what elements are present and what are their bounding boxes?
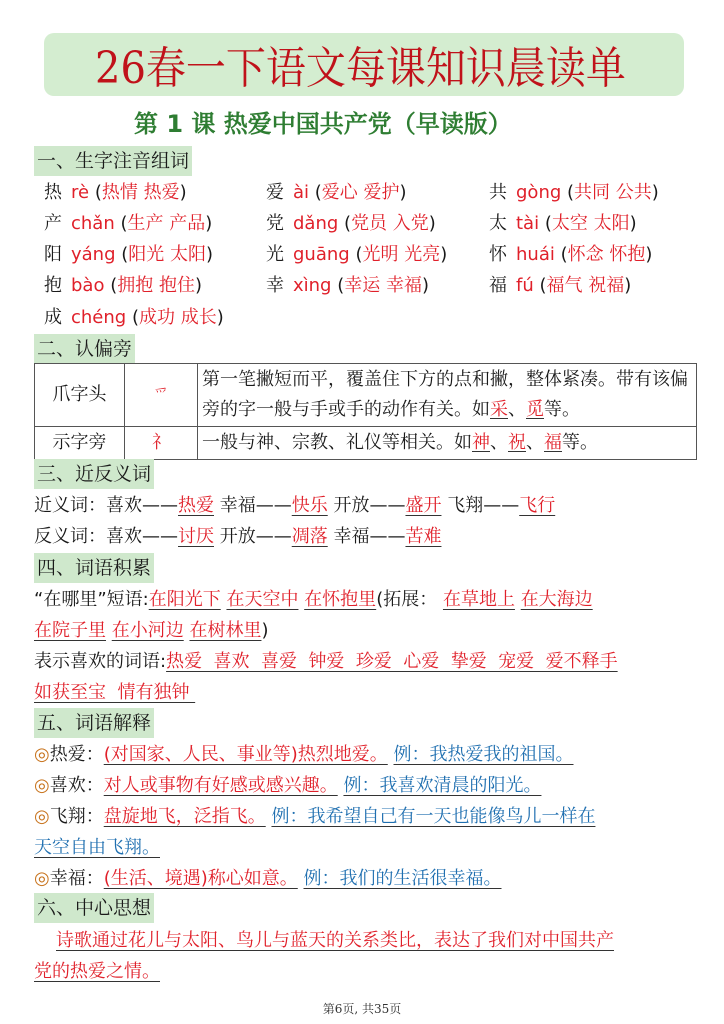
char-entry: 阳 yáng (阳光 太阳) — [44, 244, 214, 265]
central-idea-line: 诗歌通过花儿与太阳、鸟儿与蓝天的关系类比，表达了我们对中国共产 — [56, 930, 614, 951]
bullet-icon: ◎ — [34, 744, 50, 765]
section-heading-radicals: 二、认偏旁 — [34, 334, 135, 364]
radical-name: 示字旁 — [35, 427, 125, 460]
definition-entry: ◎幸福：(生活、境遇)称心如意。 例：我们的生活很幸福。 — [34, 868, 502, 889]
where-phrases-line: “在哪里”短语:在阳光下 在天空中 在怀抱里(拓展： 在草地上 在大海边 — [34, 589, 593, 610]
like-words-line-2: 如获至宝 情有独钟 — [34, 682, 196, 703]
central-idea-line-2: 党的热爱之情。 — [34, 961, 160, 982]
bullet-icon: ◎ — [34, 868, 50, 889]
section-heading-vocabulary: 四、词语积累 — [34, 553, 154, 583]
synonyms-line: 近义词：喜欢——热爱 幸福——快乐 开放——盛开 飞翔——飞行 — [34, 495, 556, 516]
char: 热 — [44, 182, 62, 203]
char-entry: 光 guāng (光明 光亮) — [266, 244, 448, 265]
where-phrases-line-2: 在院子里 在小河边 在树林里) — [34, 620, 269, 641]
section-heading-central-idea: 六、中心思想 — [34, 893, 154, 923]
char-entry: 党 dǎng (党员 入党) — [266, 213, 436, 234]
definition-entry: ◎飞翔：盘旋地飞，泛指飞。 例：我希望自己有一天也能像鸟儿一样在 — [34, 806, 596, 827]
char-entry: 太 tài (太空 太阳) — [489, 213, 637, 234]
table-row — [35, 364, 697, 427]
radical-glyph: 爫 — [125, 364, 198, 427]
pinyin: rè — [71, 182, 90, 203]
table-row — [35, 427, 697, 460]
radical-description: 第一笔撇短而平，覆盖住下方的点和撇，整体紧凑。带有该偏旁的字一般与手或手的动作有关。如采、觅等。 — [198, 364, 697, 427]
char-entry: 爱 ài (爱心 爱护) — [266, 182, 407, 203]
bullet-icon: ◎ — [34, 806, 50, 827]
definition-entry: ◎热爱：(对国家、人民、事业等)热烈地爱。 例：我热爱我的祖国。 — [34, 744, 574, 765]
char-entry: 成 chéng (成功 成长) — [44, 307, 224, 328]
char-entry: 幸 xìng (幸运 幸福) — [266, 275, 430, 296]
definition-entry-cont: 天空自由飞翔。 — [34, 837, 160, 858]
words: 热情 热爱 — [101, 182, 180, 203]
char-entry: 怀 huái (怀念 怀抱) — [489, 244, 653, 265]
char-entry: 产 chǎn (生产 产品) — [44, 213, 213, 234]
lesson-title: 第 1 课 热爱中国共产党（早读版） — [134, 110, 512, 138]
definition-entry: ◎喜欢：对人或事物有好感或感兴趣。 例：我喜欢清晨的阳光。 — [34, 775, 542, 796]
char-entry: 抱 bào (拥抱 抱住) — [44, 275, 202, 296]
page-number: 第6页, 共35页 — [322, 1002, 402, 1016]
char-entry: 福 fú (福气 祝福) — [489, 275, 632, 296]
antonyms-line: 反义词：喜欢——讨厌 开放——凋落 幸福——苦难 — [34, 526, 442, 547]
like-words-line: 表示喜欢的词语:热爱 喜欢 喜爱 钟爱 珍爱 心爱 挚爱 宠爱 爱不释手 — [34, 651, 618, 672]
section-heading-synonyms-antonyms: 三、近反义词 — [34, 459, 154, 489]
bullet-icon: ◎ — [34, 775, 50, 796]
char-entry: 共 gòng (共同 公共) — [489, 182, 659, 203]
radical-glyph: 礻 — [125, 427, 198, 460]
section-heading-characters: 一、生字注音组词 — [34, 146, 192, 176]
radical-name: 爪字头 — [35, 364, 125, 427]
section-heading-definitions: 五、词语解释 — [34, 708, 154, 738]
radical-table — [34, 363, 697, 460]
radical-description: 一般与神、宗教、礼仪等相关。如神、祝、福等。 — [198, 427, 697, 460]
char-entry: 热 rè (热情 热爱) — [44, 182, 187, 203]
page-title: 26春一下语文每课知识晨读单 — [95, 43, 626, 95]
